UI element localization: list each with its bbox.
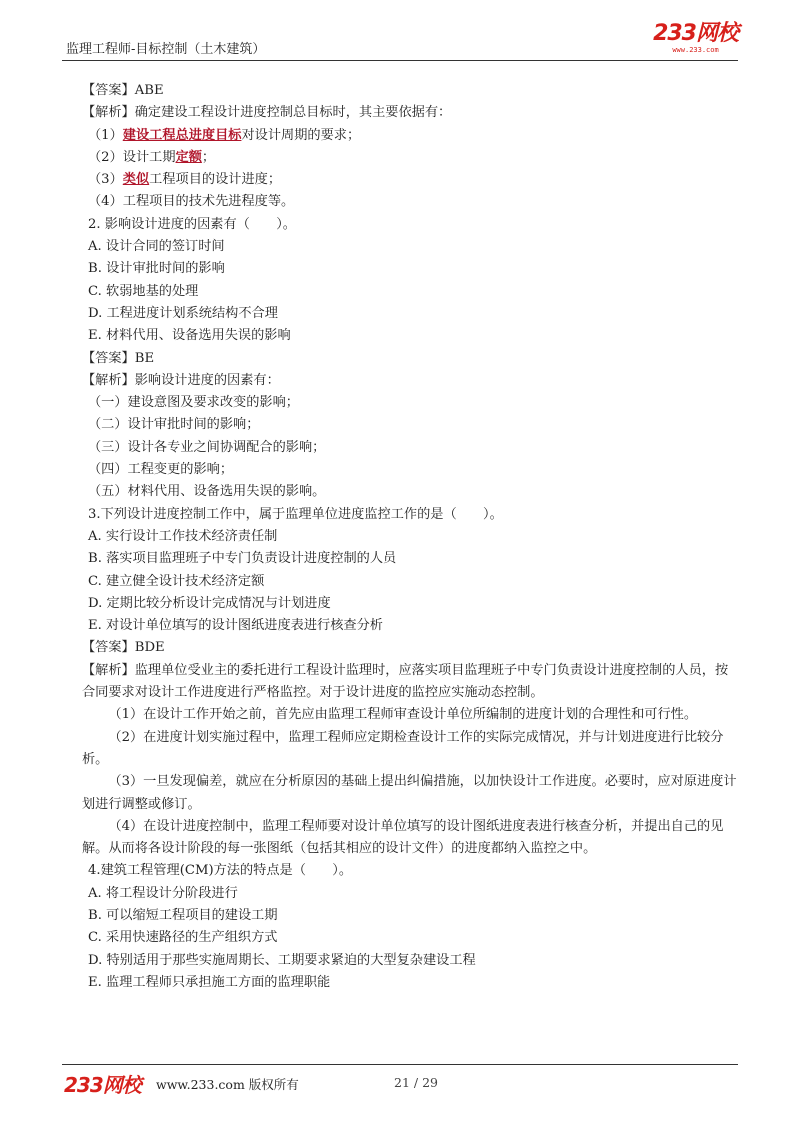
question-4-stem: 4.建筑工程管理(CM)方法的特点是（ ）。 xyxy=(88,863,353,879)
q2-option-b: B. 设计审批时间的影响 xyxy=(88,261,225,277)
question-3-stem: 3.下列设计进度控制工作中，属于监理单位进度监控工作的是（ ）。 xyxy=(88,506,503,522)
q2-point-2: （二）设计审批时间的影响； xyxy=(88,417,260,433)
basis-suffix: 工程项目的设计进度； xyxy=(149,172,282,188)
basis-item-3 xyxy=(88,169,740,191)
q3-option-c: C. 建立健全设计技术经济定额 xyxy=(88,573,265,589)
analysis-q1 xyxy=(82,102,740,124)
document-body xyxy=(82,80,740,994)
basis-item-4: （4）工程项目的技术先进程度等。 xyxy=(88,194,295,210)
basis-item-2 xyxy=(88,147,740,169)
answer-q2: 【答案】BE xyxy=(82,350,155,366)
basis-prefix: （3） xyxy=(88,172,123,188)
q3-paragraph-3: （3）一旦发现偏差，就应在分析原因的基础上提出纠偏措施，以加快设计工作进度。必要时，应对原进度计划进行调整或修订。 xyxy=(82,774,737,812)
basis-suffix: ； xyxy=(201,149,216,165)
page-number: 21 / 29 xyxy=(394,1075,438,1090)
q3-paragraph-1: （1）在设计工作开始之前，首先应由监理工程师审查设计单位所编制的进度计划的合理性和可行性。 xyxy=(108,707,698,723)
question-2-stem: 2. 影响设计进度的因素有（ ）。 xyxy=(88,216,296,232)
analysis-text: 确定建设工程设计进度控制总目标时，其主要依据有： xyxy=(134,105,452,121)
q3-option-b: B. 落实项目监理班子中专门负责设计进度控制的人员 xyxy=(88,551,397,567)
q2-point-1: （一）建设意图及要求改变的影响； xyxy=(88,395,299,411)
q3-paragraph-2: （2）在进度计划实施过程中，监理工程师应定期检查设计工作的实际完成情况，并与计划进度进行比较分析。 xyxy=(82,729,724,767)
q2-point-5: （五）材料代用、设备选用失误的影响。 xyxy=(88,484,326,500)
highlight-term: 建设工程总进度目标 xyxy=(122,127,242,143)
basis-prefix: （2）设计工期 xyxy=(88,149,176,165)
q2-point-4: （四）工程变更的影响； xyxy=(88,462,234,478)
q3-option-a: A. 实行设计工作技术经济责任制 xyxy=(88,528,278,544)
analysis-q3: 【解析】监理单位受业主的委托进行工程设计监理时，应落实项目监理班子中专门负责设计进度控制的人员，按合同要求对设计工作进度进行严格监控。对于设计进度的监控应实施动态控制。 xyxy=(82,662,729,701)
q3-option-e: E. 对设计单位填写的设计图纸进度表进行核查分析 xyxy=(88,618,383,634)
page-header xyxy=(62,20,738,61)
basis-suffix: 对设计周期的要求； xyxy=(241,127,361,143)
basis-prefix: （1） xyxy=(88,127,123,143)
highlight-term: 定额 xyxy=(175,149,202,165)
q2-option-c: C. 软弱地基的处理 xyxy=(88,283,199,299)
copyright: www.233.com 版权所有 xyxy=(156,1077,299,1092)
basis-item-1 xyxy=(88,125,740,147)
answer-q3: 【答案】BDE xyxy=(82,640,165,656)
q2-option-e: E. 材料代用、设备选用失误的影响 xyxy=(88,328,291,344)
analysis-q2: 【解析】影响设计进度的因素有： xyxy=(82,372,280,388)
brand-logo xyxy=(653,22,738,54)
q4-option-a: A. 将工程设计分阶段进行 xyxy=(88,885,238,901)
analysis-label: 【解析】 xyxy=(82,105,135,121)
answer-q1: 【答案】ABE xyxy=(82,83,164,98)
q3-option-d: D. 定期比较分析设计完成情况与计划进度 xyxy=(88,595,331,611)
q4-option-d: D. 特别适用于那些实施周期长、工期要求紧迫的大型复杂建设工程 xyxy=(88,952,476,968)
footer-logo: 233网校 xyxy=(64,1073,141,1097)
q4-option-c: C. 采用快速路径的生产组织方式 xyxy=(88,930,278,946)
logo-text: 233网校 xyxy=(653,21,738,46)
logo-url: www.233.com xyxy=(672,46,719,54)
q4-option-b: B. 可以缩短工程项目的建设工期 xyxy=(88,907,278,923)
page-footer xyxy=(62,1064,738,1101)
q3-paragraph-4: （4）在设计进度控制中，监理工程师要对设计单位填写的设计图纸进度表进行核查分析，并提出自己的见解。从而将各设计阶段的每一张图纸（包括其相应的设计文件）的进度都纳入监控之中。 xyxy=(82,818,724,857)
q4-option-e: E. 监理工程师只承担施工方面的监理职能 xyxy=(88,974,331,990)
q2-option-a: A. 设计合同的签订时间 xyxy=(88,239,225,255)
q2-point-3: （三）设计各专业之间协调配合的影响； xyxy=(88,439,326,455)
q2-option-d: D. 工程进度计划系统结构不合理 xyxy=(88,305,278,321)
highlight-term: 类似 xyxy=(122,172,150,188)
document-title: 监理工程师-目标控制（土木建筑） xyxy=(66,42,266,57)
